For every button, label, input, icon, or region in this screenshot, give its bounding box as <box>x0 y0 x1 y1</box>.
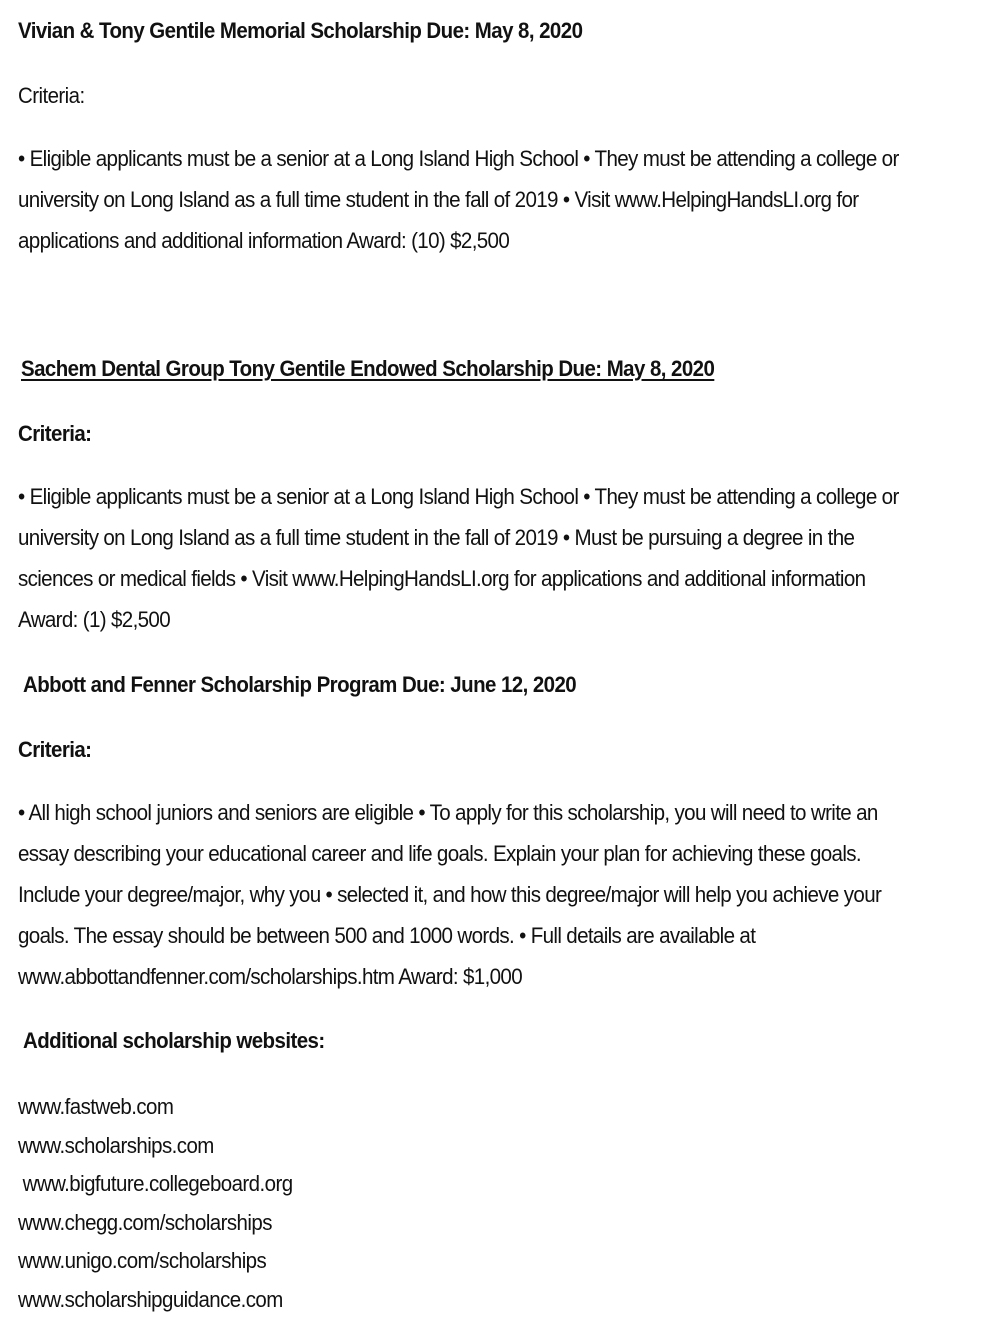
section-2-line: • Eligible applicants must be a senior at a Long Island High School • They must be attending a college or <box>18 484 899 509</box>
section-2-criteria-label: Criteria: <box>18 421 92 446</box>
section-2-line: university on Long Island as a full time student in the fall of 2019 • Must be pursuing a degree in the <box>18 525 855 550</box>
website-link[interactable]: www.scholarships.com <box>18 1132 214 1158</box>
additional-websites-list <box>18 1088 293 1319</box>
section-2-line: sciences or medical fields • Visit www.HelpingHandsLI.org for applications and additional information <box>18 566 866 591</box>
section-3-line: essay describing your educational career and life goals. Explain your plan for achieving these goals. <box>18 841 861 866</box>
website-link[interactable]: www.unigo.com/scholarships <box>18 1248 267 1273</box>
section-3-criteria <box>18 792 981 997</box>
website-link[interactable]: www.fastweb.com <box>18 1094 174 1119</box>
section-1-title: Vivian & Tony Gentile Memorial Scholarship Due: May 8, 2020 <box>18 18 583 43</box>
section-1-line: • Eligible applicants must be a senior at a Long Island High School • They must be attending a college or <box>18 146 899 171</box>
section-3-criteria-label: Criteria: <box>18 737 92 762</box>
section-3-line: • All high school juniors and seniors are eligible • To apply for this scholarship, you will need to write an <box>18 800 878 825</box>
section-3-line: Include your degree/major, why you • selected it, and how this degree/major will help you achieve your <box>18 882 882 907</box>
website-link[interactable]: www.bigfuture.collegeboard.org <box>22 1171 293 1196</box>
section-1-criteria-label: Criteria: <box>18 83 85 108</box>
section-1-line: university on Long Island as a full time student in the fall of 2019 • Visit www.HelpingHandsLI.org for <box>18 187 859 212</box>
section-2-criteria <box>18 476 981 640</box>
section-3-title: Abbott and Fenner Scholarship Program Due: June 12, 2020 <box>23 672 577 697</box>
section-1-criteria <box>18 138 981 261</box>
section-1-line: applications and additional information Award: (10) $2,500 <box>18 228 510 253</box>
section-2-title: Sachem Dental Group Tony Gentile Endowed Scholarship Due: May 8, 2020 <box>21 356 715 381</box>
website-link[interactable]: www.chegg.com/scholarships <box>18 1209 272 1235</box>
section-3-line: goals. The essay should be between 500 and 1000 words. • Full details are available at <box>18 923 756 948</box>
additional-websites-title: Additional scholarship websites: <box>23 1028 325 1053</box>
section-3-line: www.abbottandfenner.com/scholarships.htm Award: $1,000 <box>18 964 522 989</box>
website-link[interactable]: www.scholarshipguidance.com <box>18 1286 283 1312</box>
section-2-line: Award: (1) $2,500 <box>18 607 171 632</box>
